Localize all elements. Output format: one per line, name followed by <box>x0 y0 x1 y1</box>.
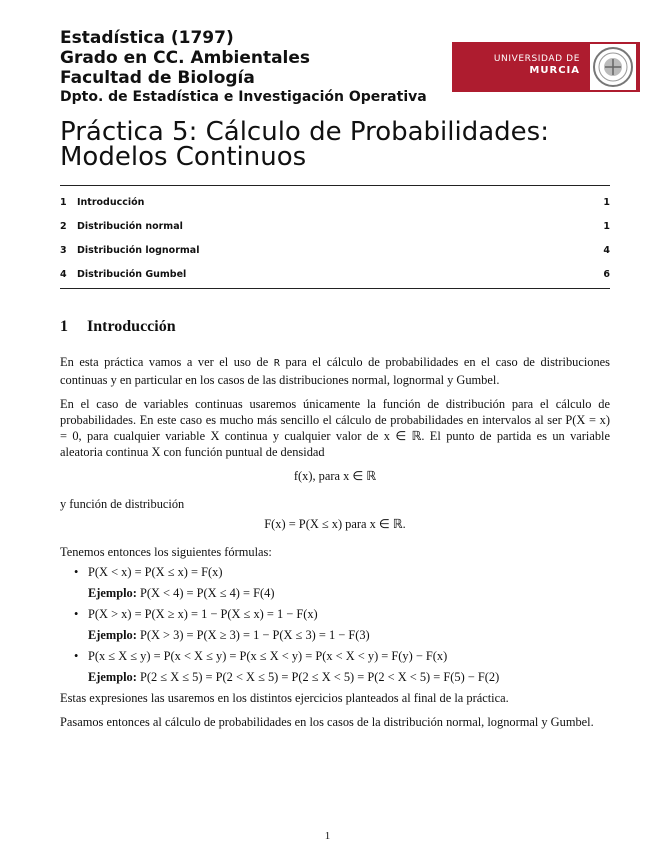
toc-entry-title: Distribución normal <box>77 221 183 232</box>
section-number: 1 <box>60 318 68 335</box>
formula: P(X < x) = P(X ≤ x) = F(x) <box>88 565 223 579</box>
toc-entry-title: Introducción <box>77 197 145 208</box>
formula: P(X > x) = P(X ≥ x) = 1 − P(X ≤ x) = 1 − F(x) <box>88 607 318 621</box>
toc-entry-page: 1 <box>603 221 610 232</box>
equation-density: f(x), para x ∈ ℝ <box>293 469 377 483</box>
formula: P(x ≤ X ≤ y) = P(x < X ≤ y) = P(x ≤ X < y) = P(x < X < y) = F(y) − F(x) <box>88 649 448 663</box>
formula-list <box>60 564 610 685</box>
example: Ejemplo: P(X < 4) = P(X ≤ 4) = F(4) <box>88 586 275 600</box>
page-number: 1 <box>324 830 331 842</box>
paragraph: En esta práctica vamos a ver el uso de R para el cálculo de probabilidades en el caso de distribuciones continuas y en particular en los casos de las distribuciones normal, lognormal y Gumbel. <box>60 355 610 387</box>
degree-name: Grado en CC. Ambientales <box>60 48 311 68</box>
paragraph: y función de distribución <box>60 497 185 511</box>
toc-entry-page: 1 <box>603 197 610 208</box>
bullet-icon: • <box>74 649 79 663</box>
toc-entry-title: Distribución Gumbel <box>77 269 187 280</box>
paragraph: Tenemos entonces los siguientes fórmulas: <box>60 545 272 559</box>
list-item <box>60 564 610 601</box>
toc-entry[interactable] <box>60 241 610 265</box>
toc-entry[interactable] <box>60 265 610 289</box>
document-header <box>60 28 427 106</box>
toc-entry[interactable] <box>60 193 610 217</box>
toc-entry-page: 6 <box>603 269 610 280</box>
bullet-icon: • <box>74 607 79 621</box>
toc-entry-title: Distribución lognormal <box>77 245 200 256</box>
toc-entry-number: 3 <box>60 245 67 256</box>
example: Ejemplo: P(X > 3) = P(X ≥ 3) = 1 − P(X ≤ 3) = 1 − F(3) <box>88 628 370 642</box>
university-seal-icon <box>590 44 636 90</box>
list-item <box>60 606 610 643</box>
bullet-icon: • <box>74 565 79 579</box>
faculty-name: Facultad de Biología <box>60 68 255 88</box>
equation-distribution: F(x) = P(X ≤ x) para x ∈ ℝ. <box>264 517 406 531</box>
section-body <box>60 354 610 738</box>
paragraph: Estas expresiones las usaremos en los distintos ejercicios planteados al final de la práctica. <box>60 691 509 705</box>
paragraph: Pasamos entonces al cálculo de probabilidades en los casos de la distribución normal, lognormal y Gumbel. <box>60 715 594 729</box>
department-name: Dpto. de Estadística e Investigación Operativa <box>60 89 427 105</box>
toc-entry-number: 4 <box>60 269 67 280</box>
inline-code: R <box>273 358 280 369</box>
section-title: Introducción <box>87 318 176 335</box>
page-title <box>60 117 549 172</box>
list-item <box>60 648 610 685</box>
toc-entry-number: 1 <box>60 197 67 208</box>
logo-line-2: MURCIA <box>529 65 580 76</box>
university-logo <box>452 42 640 92</box>
title-line-2: Modelos Continuos <box>60 142 307 172</box>
logo-line-1: UNIVERSIDAD DE <box>493 54 580 64</box>
course-title: Estadística (1797) <box>60 28 234 48</box>
example: Ejemplo: P(2 ≤ X ≤ 5) = P(2 < X ≤ 5) = P(2 ≤ X < 5) = P(2 < X < 5) = F(5) − F(2) <box>88 670 500 684</box>
toc-entry[interactable] <box>60 217 610 241</box>
section-heading <box>60 318 176 336</box>
toc-entry-page: 4 <box>603 245 610 256</box>
paragraph: En el caso de variables continuas usaremos únicamente la función de distribución para el cálculo de probabilidades. En este caso es mucho más sencillo el cálculo de probabilidades en intervalos al ser P(X = x) = 0, para cualquier variable X continua y cualquier valor de x ∈ ℝ. El punto de partida es un variable aleatoria continua X con función puntual de densidad <box>60 397 610 459</box>
toc-top-rule <box>60 185 610 186</box>
title-line-1: Práctica 5: Cálculo de Probabilidades: <box>60 117 549 147</box>
toc-entry-number: 2 <box>60 221 67 232</box>
toc-bottom-rule <box>60 288 610 289</box>
table-of-contents <box>60 193 610 289</box>
